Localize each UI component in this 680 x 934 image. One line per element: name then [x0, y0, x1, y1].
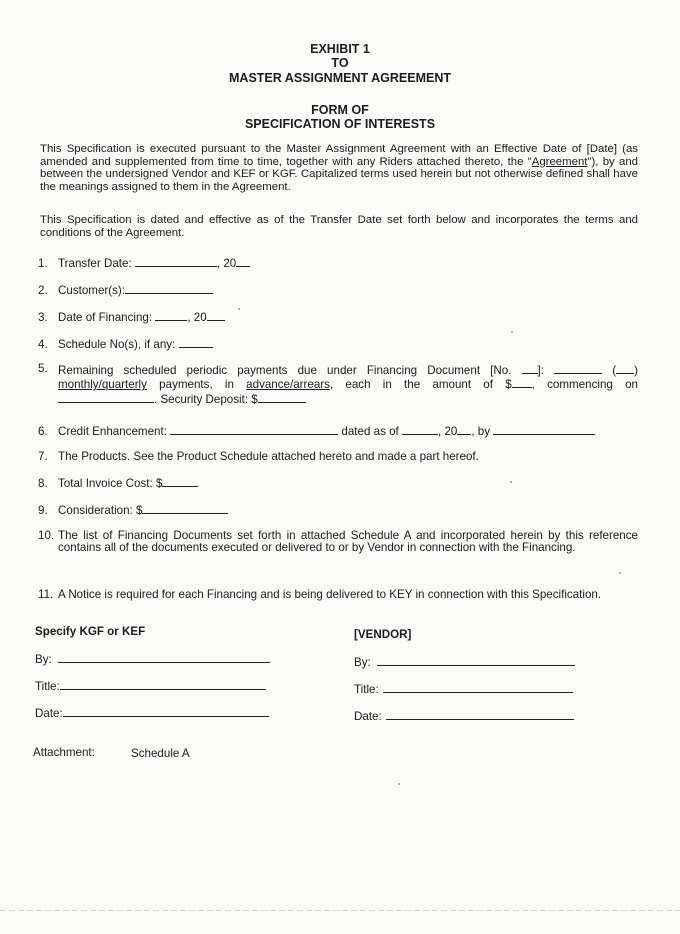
item-suffix: , 20 — [216, 257, 237, 270]
intro-paragraph — [40, 143, 638, 193]
item-number: 9. — [38, 504, 48, 517]
frequency-term: monthly/quarterly — [58, 378, 147, 392]
item-label: Date of Financing: — [58, 311, 153, 324]
item-label: Credit Enhancement: — [58, 425, 167, 438]
date-label: Date: — [35, 707, 63, 720]
attachment-value: Schedule A — [131, 747, 190, 760]
right-by-line — [354, 655, 575, 669]
item-body — [58, 363, 638, 406]
item-schedule-no — [38, 337, 213, 351]
credit-date-blank[interactable] — [402, 424, 438, 435]
transfer-year-blank[interactable] — [236, 256, 250, 267]
item-label: Schedule No(s), if any: — [58, 338, 176, 351]
payments-number-blank[interactable] — [616, 363, 634, 374]
right-date-line — [354, 709, 574, 723]
item-number: 8. — [38, 477, 48, 490]
item-number: 1. — [38, 257, 48, 270]
agreement-title: MASTER ASSIGNMENT AGREEMENT — [229, 71, 451, 85]
date-label: Date: — [354, 710, 382, 723]
attachment-label: Attachment: — [33, 746, 95, 759]
item-number: 6. — [38, 425, 48, 438]
exhibit-heading: EXHIBIT 1 — [310, 42, 370, 56]
item-credit-enhancement — [38, 424, 595, 438]
scan-speck — [619, 572, 621, 574]
right-title-blank[interactable] — [383, 682, 573, 693]
payments-text-f: . Security Deposit: $ — [154, 392, 258, 406]
item-number: 5. — [38, 362, 48, 375]
item-financing-date — [38, 310, 225, 324]
item-suffix: , 20 — [187, 311, 207, 324]
left-title-blank[interactable] — [60, 679, 266, 690]
item-label: Total Invoice Cost: $ — [58, 477, 163, 490]
transfer-date-blank[interactable] — [135, 256, 217, 267]
left-title-line — [35, 679, 266, 693]
financing-year-blank[interactable] — [207, 310, 225, 321]
scan-edge-line — [0, 910, 680, 911]
intro-text-b: "), by and between the undersigned Vendor and KEF or KGF. Capitalized terms used herein but not otherwise defined shall have the meanings assigned to them in the Agreement. — [40, 155, 638, 193]
item-customers — [38, 283, 213, 297]
item-label: Consideration: $ — [58, 504, 143, 517]
credit-year-blank[interactable] — [457, 424, 471, 435]
by-text: , by — [471, 425, 491, 438]
item-number: 4. — [38, 338, 48, 351]
effective-paragraph: This Specification is dated and effective as of the Transfer Date set forth below and incorporates the terms and conditions of the Agreement. — [40, 214, 638, 239]
schedule-no-blank[interactable] — [179, 337, 213, 348]
item-number: 11. — [38, 588, 54, 601]
security-deposit-blank[interactable] — [258, 392, 306, 403]
vendor-heading: [VENDOR] — [354, 628, 412, 641]
scan-speck — [510, 481, 512, 483]
item-total-invoice — [38, 476, 198, 490]
credit-by-blank[interactable] — [493, 424, 595, 435]
left-by-blank[interactable] — [58, 652, 270, 663]
customers-blank[interactable] — [125, 283, 213, 294]
item-text: A Notice is required for each Financing and is being delivered to KEY in connection with this Specification. — [58, 588, 602, 601]
left-by-line — [35, 652, 270, 666]
item-notice — [38, 588, 601, 601]
item-label: Transfer Date: — [58, 257, 132, 270]
item-number: 10. — [38, 529, 55, 542]
item-number: 2. — [38, 284, 48, 297]
agreement-term: Agreement — [531, 155, 588, 168]
payment-amount-blank[interactable] — [512, 377, 532, 388]
paren-open: ( — [612, 364, 617, 377]
left-date-blank[interactable] — [63, 706, 269, 717]
financing-date-blank[interactable] — [155, 310, 187, 321]
item-text: The list of Financing Documents set forth in attached Schedule A and incorporated herein by this reference contains all of the documents executed or delivered to or by Vendor in connection with the Financing. — [58, 529, 638, 555]
by-label: By: — [354, 656, 371, 669]
item-transfer-date — [38, 256, 250, 270]
consideration-blank[interactable] — [142, 503, 228, 514]
left-date-line — [35, 706, 269, 720]
item-label: Customer(s): — [58, 284, 125, 297]
payments-text-d: , each in the amount of $ — [329, 378, 512, 392]
payments-text-a: Remaining scheduled periodic payments due under Financing Document [No. — [58, 364, 512, 377]
scan-speck — [398, 783, 400, 785]
payments-text-e: , commencing on — [531, 378, 638, 392]
dated-as-of: dated as of — [341, 425, 399, 438]
document-no-blank[interactable] — [522, 363, 538, 374]
item-remaining-payments — [38, 363, 638, 406]
payments-words-blank[interactable] — [554, 363, 602, 374]
right-date-blank[interactable] — [386, 709, 574, 720]
intro-text-a: This Specification is executed pursuant to the Master Assignment Agreement with an Effective Date of [Date] (as amended and supplemented from time to time, together with any Riders attached thereto, the " — [40, 143, 638, 168]
scan-speck — [238, 308, 240, 310]
exhibit-to: TO — [331, 56, 349, 70]
commencing-date-blank[interactable] — [58, 392, 154, 403]
title-label: Title: — [354, 683, 379, 696]
item-text: The Products. See the Product Schedule attached hereto and made a part hereof. — [58, 450, 479, 463]
item-number: 7. — [38, 450, 48, 463]
item-financing-documents — [38, 530, 638, 555]
paren-close: ) — [634, 364, 638, 377]
payments-text-b: ]: — [537, 364, 544, 377]
by-label: By: — [35, 653, 52, 666]
credit-enhancement-blank[interactable] — [170, 424, 338, 435]
item-products — [38, 450, 479, 463]
timing-term: advance/arrears — [246, 378, 330, 392]
right-by-blank[interactable] — [377, 655, 575, 666]
specification-title: SPECIFICATION OF INTERESTS — [244, 117, 436, 131]
form-of-heading: FORM OF — [311, 103, 369, 117]
invoice-cost-blank[interactable] — [162, 476, 198, 487]
item-consideration — [38, 503, 228, 517]
kgf-kef-heading: Specify KGF or KEF — [35, 625, 146, 638]
item-suffix: , 20 — [438, 425, 458, 438]
title-label: Title: — [35, 680, 60, 693]
item-number: 3. — [38, 311, 48, 324]
payments-text-c: payments, in — [146, 378, 247, 392]
right-title-line — [354, 682, 573, 696]
scan-speck — [511, 331, 513, 333]
